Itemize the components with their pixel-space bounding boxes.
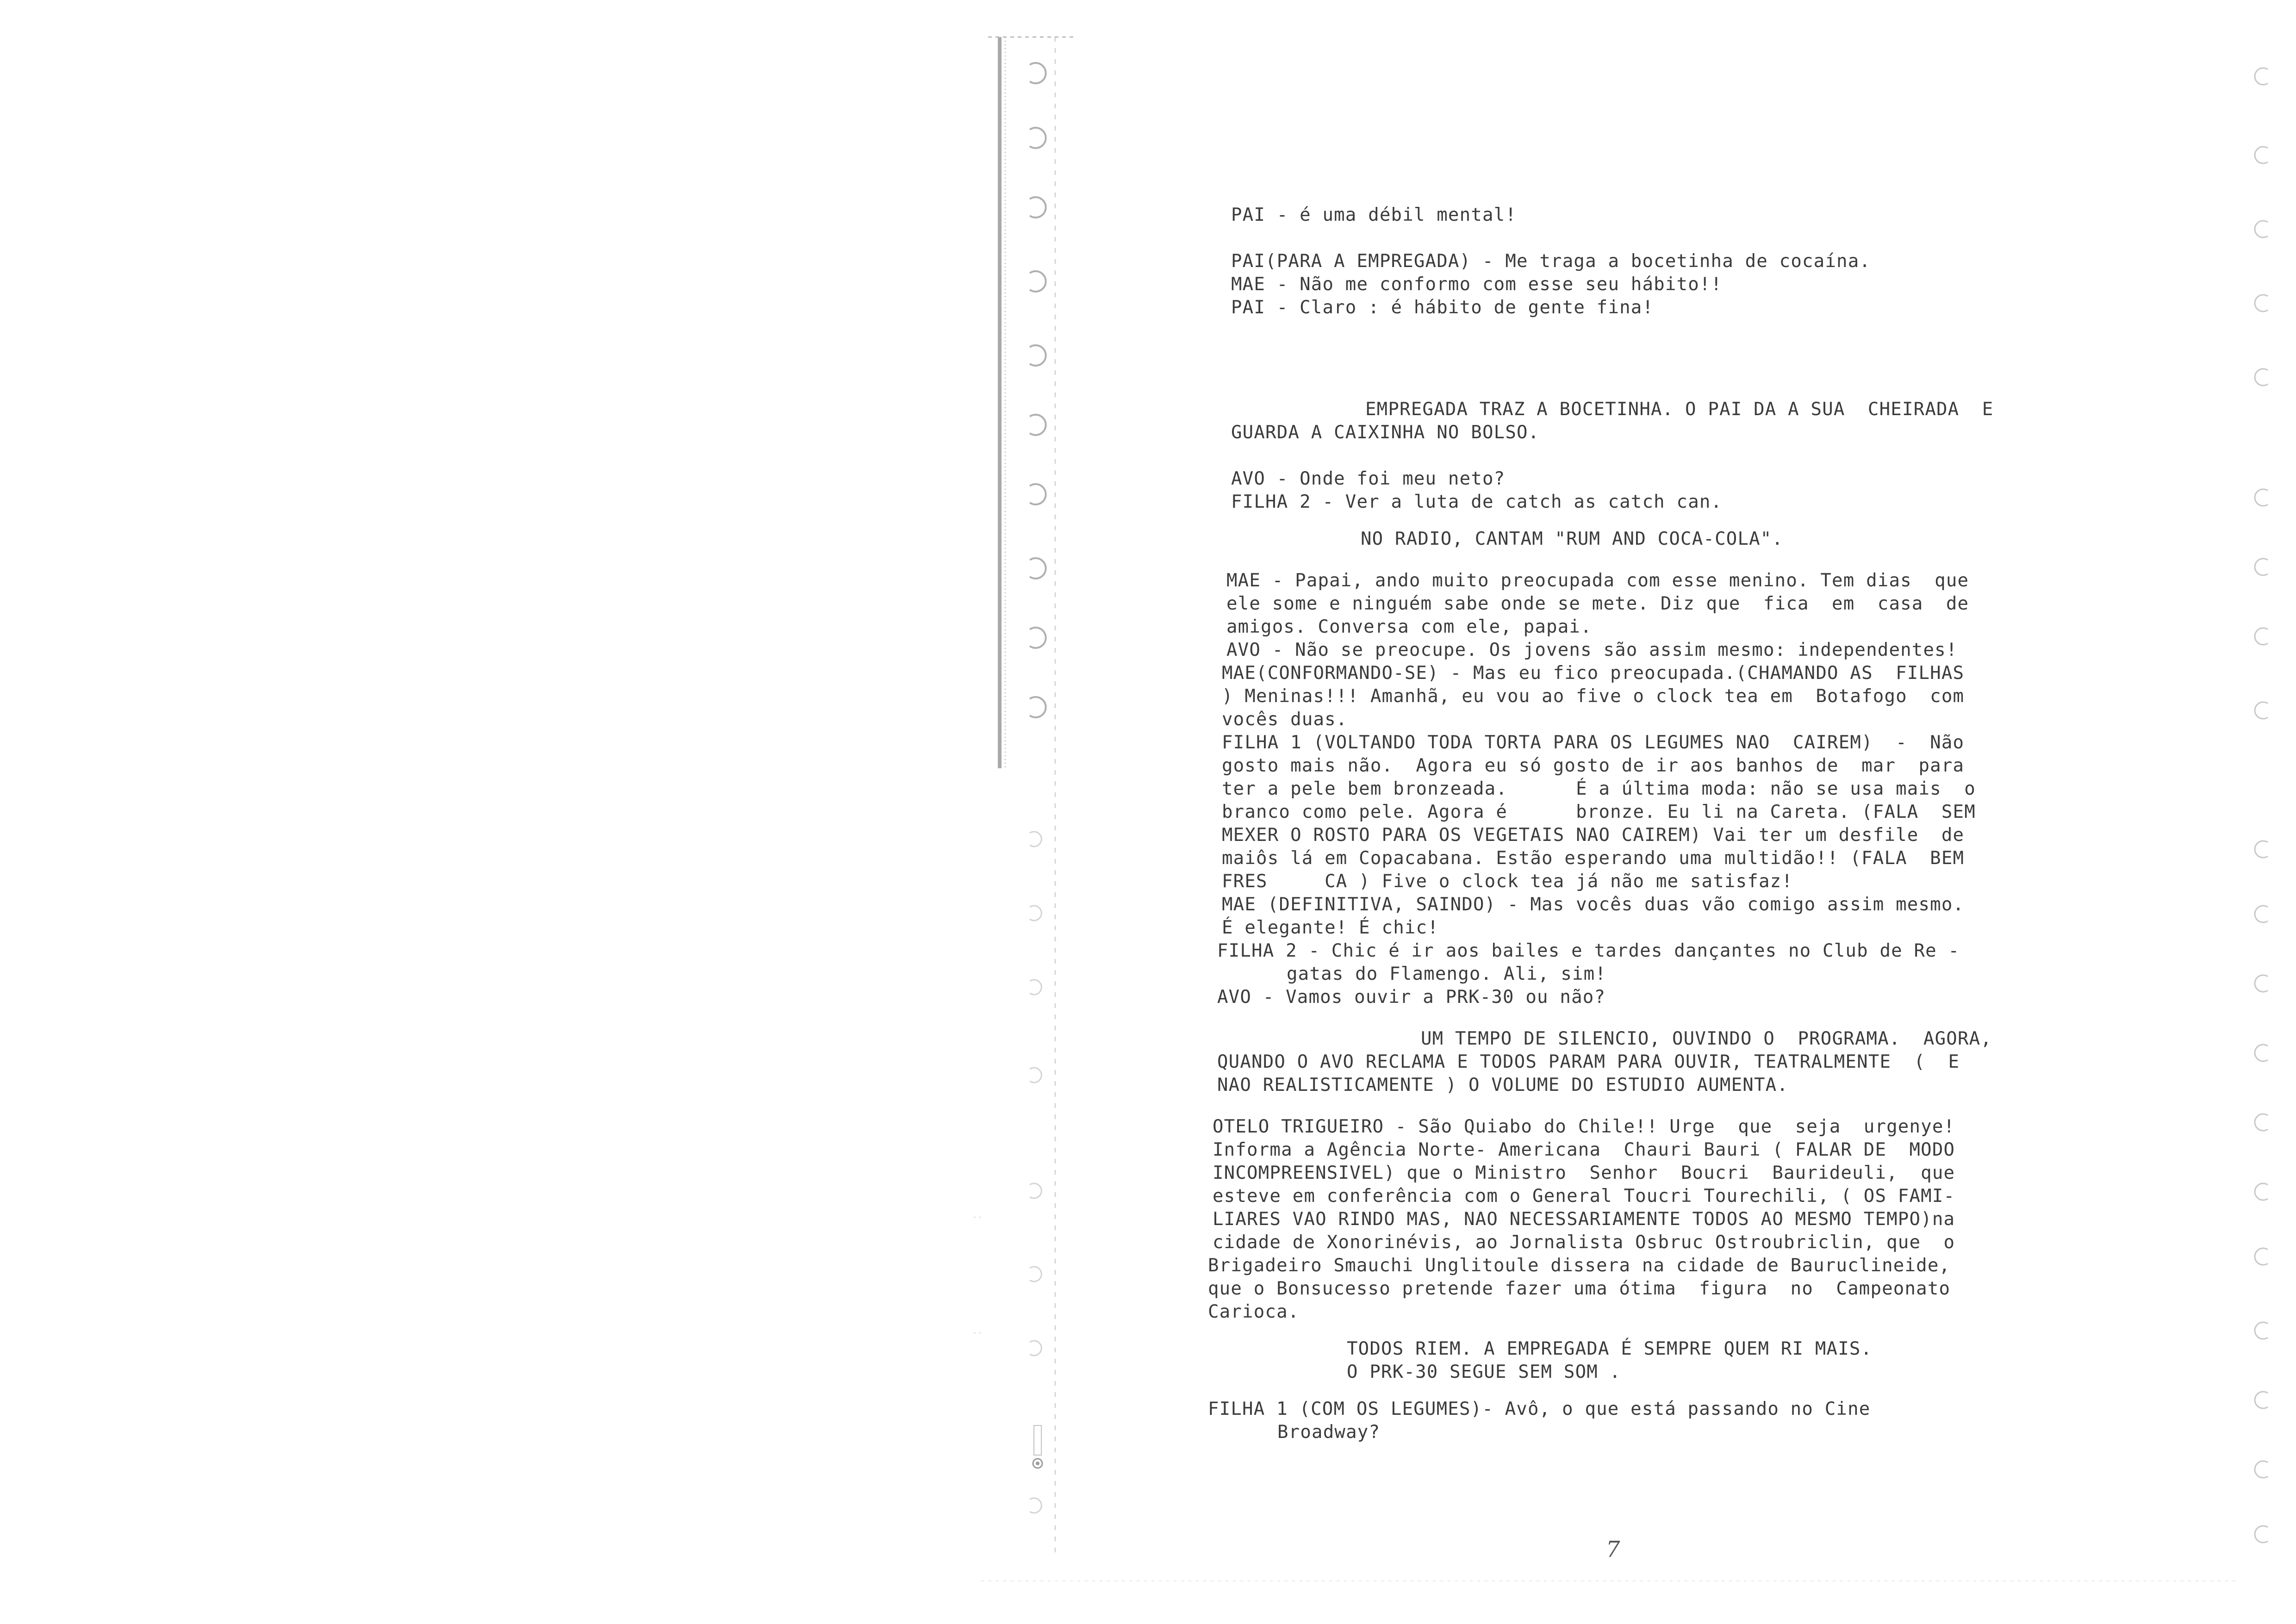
publisher-logo-icon bbox=[1028, 1416, 1047, 1472]
dialogue-line: ) Meninas!!! Amanhã, eu vou ao five o clock tea em Botafogo com bbox=[1222, 686, 1965, 707]
dialogue-line: ter a pele bem bronzeada. É a última moda: não se usa mais o bbox=[1222, 778, 1976, 799]
stage-direction: UM TEMPO DE SILENCIO, OUVINDO O PROGRAMA. AGORA, bbox=[1421, 1028, 1992, 1049]
dialogue-line: Brigadeiro Smauchi Unglitoule dissera na cidade de Bauruclineide, bbox=[1208, 1255, 1951, 1276]
dialogue-line: PAI - Claro : é hábito de gente fina! bbox=[1231, 297, 1654, 318]
dialogue-line: branco como pele. Agora é bronze. Eu li na Careta. (FALA SEM bbox=[1222, 802, 1976, 822]
stage-direction: QUANDO O AVO RECLAMA E TODOS PARAM PARA OUVIR, TEATRALMENTE ( E bbox=[1217, 1052, 1960, 1072]
dialogue-line: FILHA 2 - Chic é ir aos bailes e tardes dançantes no Club de Re - bbox=[1217, 940, 1960, 961]
stage-direction: GUARDA A CAIXINHA NO BOLSO. bbox=[1231, 422, 1540, 443]
dialogue-line: esteve em conferência com o General Toucri Tourechili, ( OS FAMI- bbox=[1213, 1186, 1955, 1207]
dialogue-line: Informa a Agência Norte- Americana Chauri Bauri ( FALAR DE MODO bbox=[1213, 1139, 1955, 1160]
script-text bbox=[1162, 204, 2106, 1444]
dialogue-line: OTELO TRIGUEIRO - São Quiabo do Chile!! Urge que seja urgenye! bbox=[1213, 1116, 1955, 1137]
dialogue-line: É elegante! É chic! bbox=[1222, 917, 1439, 938]
stage-direction: EMPREGADA TRAZ A BOCETINHA. O PAI DA A SUA CHEIRADA E bbox=[1365, 399, 1994, 420]
dialogue-line: INCOMPREENSIVEL) que o Ministro Senhor Boucri Baurideuli, que bbox=[1213, 1163, 1955, 1183]
dialogue-line: MAE(CONFORMANDO-SE) - Mas eu fico preocupada.(CHAMANDO AS FILHAS bbox=[1222, 663, 1965, 684]
dialogue-line: que o Bonsucesso pretende fazer uma ótima figura no Campeonato bbox=[1208, 1278, 1951, 1299]
right-margin-holes bbox=[2255, 68, 2268, 1543]
dialogue-line: AVO - Onde foi meu neto? bbox=[1231, 468, 1506, 489]
stage-direction: TODOS RIEM. A EMPREGADA É SEMPRE QUEM RI MAIS. bbox=[1347, 1338, 1873, 1359]
tractor-feed-strip bbox=[986, 28, 1074, 1569]
dialogue-line: PAI(PARA A EMPREGADA) - Me traga a bocetinha de cocaína. bbox=[1231, 251, 1871, 272]
dialogue-line: FILHA 1 (COM OS LEGUMES)- Avô, o que está passando no Cine bbox=[1208, 1399, 1871, 1419]
dialogue-line: cidade de Xonorinévis, ao Jornalista Osbruc Ostroubriclin, que o bbox=[1213, 1232, 1955, 1253]
dialogue-line: Broadway? bbox=[1277, 1422, 1381, 1443]
dialogue-line: ele some e ninguém sabe onde se mete. Diz que fica em casa de bbox=[1226, 593, 1969, 614]
dialogue-line: MAE - Papai, ando muito preocupada com esse menino. Tem dias que bbox=[1226, 570, 1969, 591]
dialogue-line: FILHA 2 - Ver a luta de catch as catch can. bbox=[1231, 492, 1723, 512]
stage-direction: O PRK-30 SEGUE SEM SOM . bbox=[1347, 1362, 1621, 1382]
dialogue-line: vocês duas. bbox=[1222, 709, 1348, 730]
dialogue-line: AVO - Não se preocupe. Os jovens são assim mesmo: independentes! bbox=[1226, 640, 1958, 660]
dialogue-line: MEXER O ROSTO PARA OS VEGETAIS NAO CAIREM) Vai ter um desfile de bbox=[1222, 825, 1965, 846]
stage-direction: NO RADIO, CANTAM "RUM AND COCA-COLA". bbox=[1361, 529, 1784, 549]
dialogue-line: AVO - Vamos ouvir a PRK-30 ou não? bbox=[1217, 987, 1606, 1008]
dialogue-line: FILHA 1 (VOLTANDO TODA TORTA PARA OS LEGUMES NAO CAIREM) - Não bbox=[1222, 732, 1965, 753]
dialogue-line: MAE (DEFINITIVA, SAINDO) - Mas vocês duas vão comigo assim mesmo. bbox=[1222, 894, 1965, 915]
dialogue-line: FRES CA ) Five o clock tea já não me satisfaz! bbox=[1222, 871, 1793, 892]
dialogue-line: amigos. Conversa com ele, papai. bbox=[1226, 616, 1592, 637]
dialogue-line: PAI - é uma débil mental! bbox=[1231, 205, 1517, 225]
dialogue-line: gosto mais não. Agora eu só gosto de ir aos banhos de mar para bbox=[1222, 755, 1965, 776]
dialogue-line: LIARES VAO RINDO MAS, NAO NECESSARIAMENTE TODOS AO MESMO TEMPO)na bbox=[1213, 1209, 1955, 1230]
dialogue-line: Carioca. bbox=[1208, 1301, 1300, 1322]
dialogue-line: MAE - Não me conformo com esse seu hábito!! bbox=[1231, 274, 1723, 295]
stage-direction: NAO REALISTICAMENTE ) O VOLUME DO ESTUDIO AUMENTA. bbox=[1217, 1075, 1788, 1095]
dialogue-line: maiôs lá em Copacabana. Estão esperando uma multidão!! (FALA BEM bbox=[1222, 848, 1965, 869]
page-number: 7 bbox=[1606, 1537, 1620, 1562]
dialogue-line: gatas do Flamengo. Ali, sim! bbox=[1287, 964, 1607, 984]
